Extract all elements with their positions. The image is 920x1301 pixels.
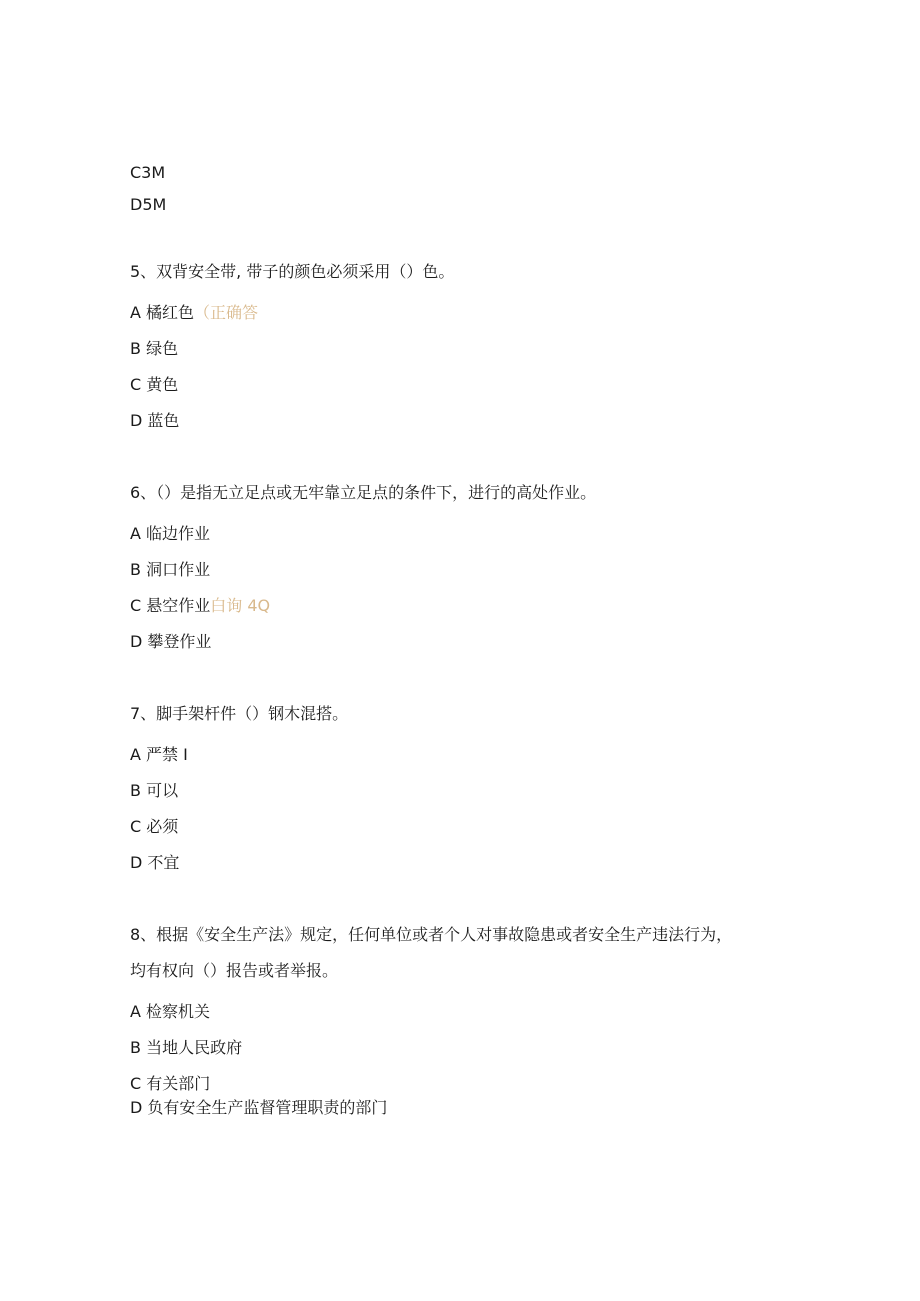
q6-option-b: B 洞口作业 [130,560,211,579]
q8-option-c: C 有关部门 [130,1074,211,1093]
question-7: 7、脚手架杆件（）钢木混搭。 [130,704,349,723]
option-c-prev: C3M [130,163,166,182]
q6-option-c [130,596,270,616]
q6-option-d: D 攀登作业 [130,632,212,651]
q8-option-d: D 负有安全生产监督管理职责的部门 [130,1098,388,1117]
question-8-line-2: 均有权向（）报告或者举报。 [130,961,339,980]
q7-option-b: B 可以 [130,781,179,800]
q6-option-c-text: C 悬空作业 [130,596,211,615]
question-6: 6、（）是指无立足点或无牢靠立足点的条件下，进行的高处作业。 [130,483,597,502]
q7-option-a: A 严禁 I [130,745,188,764]
q5-option-c: C 黄色 [130,375,179,394]
q7-option-c: C 必须 [130,817,179,836]
q7-option-d: D 不宜 [130,853,180,872]
q5-option-b: B 绿色 [130,339,179,358]
q5-option-a-text: A 橘红色 [130,303,195,322]
q5-option-a [130,303,258,323]
q6-answer-note: 白询 4Q [210,596,271,615]
q5-option-d: D 蓝色 [130,411,180,430]
q5-answer-note: （正确答 [194,303,259,322]
q8-option-b: B 当地人民政府 [130,1038,243,1057]
question-5: 5、双背安全带, 带子的颜色必须采用（）色。 [130,262,455,281]
q8-option-a: A 检察机关 [130,1002,211,1021]
option-d-prev: D5M [130,195,167,214]
q6-option-a: A 临边作业 [130,524,211,543]
question-8-line-1: 8、根据《安全生产法》规定，任何单位或者个人对事故隐患或者安全生产违法行为， [130,925,733,944]
